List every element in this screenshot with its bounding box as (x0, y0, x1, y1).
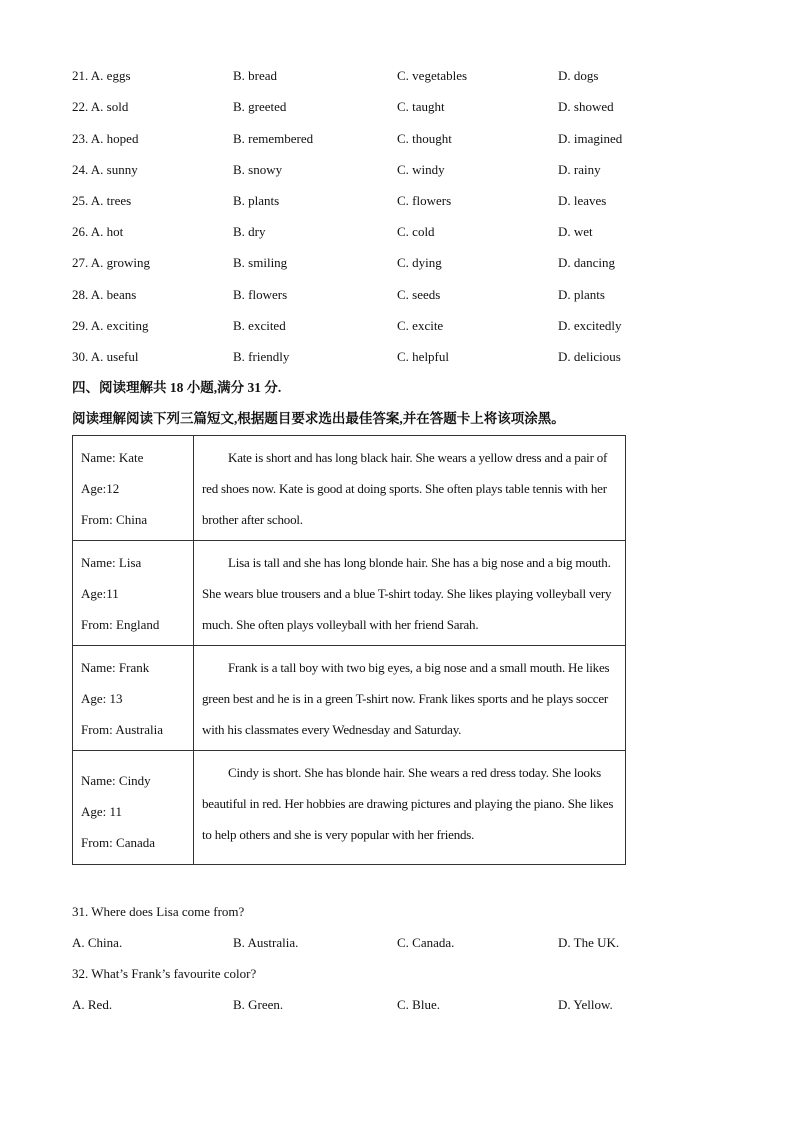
option-b: B. friendly (233, 349, 290, 364)
profile-description (194, 436, 626, 541)
option-a: 28. A. beans (72, 287, 137, 302)
profile-from: From: England (81, 617, 160, 632)
option-d: D. dancing (558, 255, 616, 270)
profile-from: From: Australia (81, 722, 163, 737)
option-row (72, 253, 712, 273)
section-instruction: 阅读理解阅读下列三篇短文,根据题目要求选出最佳答案,并在答题卡上将该项涂黑。 (72, 411, 565, 426)
option-a: 21. A. eggs (72, 68, 131, 83)
table-row (73, 541, 626, 646)
option-row (72, 933, 712, 953)
table-row (73, 436, 626, 541)
option-b: B. Australia. (233, 935, 299, 950)
option-row (72, 995, 712, 1015)
option-b: B. dry (233, 224, 266, 239)
option-a: 27. A. growing (72, 255, 150, 270)
option-d: D. excitedly (558, 318, 622, 333)
profile-age: Age:11 (81, 586, 119, 601)
option-c: C. windy (397, 162, 445, 177)
option-b: B. Green. (233, 997, 284, 1012)
profile-text: Frank is a tall boy with two big eyes, a big nose and a small mouth. He likes green best and he is in a green T-shirt now. Frank likes sports and he plays soccer with his classmates every Wednesday and Saturday. (202, 660, 610, 737)
option-d: D. wet (558, 224, 593, 239)
option-a: 22. A. sold (72, 99, 129, 114)
profile-name: Name: Kate (81, 450, 144, 465)
profile-name: Name: Lisa (81, 555, 142, 570)
profile-description (194, 646, 626, 751)
option-b: B. greeted (233, 99, 287, 114)
option-c: C. Blue. (397, 997, 440, 1012)
profile-text: Kate is short and has long black hair. She wears a yellow dress and a pair of red shoes now. Kate is good at doing sports. She often plays table tennis with her brother after school. (202, 450, 608, 527)
option-row (72, 129, 712, 149)
question-stem: 32. What’s Frank’s favourite color? (72, 966, 257, 981)
profile-info (73, 751, 194, 865)
option-d: D. delicious (558, 349, 621, 364)
option-c: C. vegetables (397, 68, 468, 83)
profile-from: From: Canada (81, 835, 156, 850)
profile-from: From: China (81, 512, 148, 527)
option-row (72, 316, 712, 336)
option-b: B. snowy (233, 162, 283, 177)
option-d: D. The UK. (558, 935, 620, 950)
option-d: D. plants (558, 287, 605, 302)
profile-age: Age:12 (81, 481, 120, 496)
profile-age: Age: 11 (81, 804, 123, 819)
option-b: B. smiling (233, 255, 288, 270)
profile-text: Cindy is short. She has blonde hair. She wears a red dress today. She looks beautiful in red. Her hobbies are drawing pictures and playing the piano. She likes to help others and she is very popular with her friends. (202, 765, 614, 842)
profile-info (73, 646, 194, 751)
option-row (72, 191, 712, 211)
option-d: D. rainy (558, 162, 601, 177)
option-a: A. Red. (72, 997, 113, 1012)
profile-description (194, 541, 626, 646)
table-row (73, 646, 626, 751)
option-c: C. Canada. (397, 935, 455, 950)
profiles-table (72, 435, 626, 865)
question-stem: 31. Where does Lisa come from? (72, 904, 245, 919)
option-b: B. excited (233, 318, 286, 333)
option-row (72, 285, 712, 305)
option-row (72, 97, 712, 117)
option-b: B. remembered (233, 131, 314, 146)
option-c: C. flowers (397, 193, 452, 208)
option-d: D. Yellow. (558, 997, 613, 1012)
option-c: C. cold (397, 224, 435, 239)
option-c: C. thought (397, 131, 452, 146)
option-a: 26. A. hot (72, 224, 124, 239)
option-a: 29. A. exciting (72, 318, 149, 333)
option-d: D. dogs (558, 68, 599, 83)
profile-description (194, 751, 626, 865)
option-a: 24. A. sunny (72, 162, 138, 177)
option-a: 23. A. hoped (72, 131, 139, 146)
profile-name: Name: Frank (81, 660, 150, 675)
profile-info (73, 541, 194, 646)
option-a: 25. A. trees (72, 193, 132, 208)
option-b: B. flowers (233, 287, 288, 302)
option-c: C. excite (397, 318, 444, 333)
option-c: C. seeds (397, 287, 441, 302)
profile-name: Name: Cindy (81, 773, 151, 788)
option-b: B. bread (233, 68, 278, 83)
option-c: C. helpful (397, 349, 449, 364)
option-d: D. leaves (558, 193, 607, 208)
option-row (72, 222, 712, 242)
section-title: 四、阅读理解共 18 小题,满分 31 分. (72, 380, 282, 395)
option-row (72, 66, 712, 86)
profile-text: Lisa is tall and she has long blonde hair. She has a big nose and a big mouth. She wears blue trousers and a blue T-shirt today. She likes playing volleyball very much. She often plays volleyball with her friend Sarah. (202, 555, 612, 632)
option-c: C. taught (397, 99, 445, 114)
table-row (73, 751, 626, 865)
option-d: D. imagined (558, 131, 623, 146)
option-a: 30. A. useful (72, 349, 139, 364)
option-b: B. plants (233, 193, 280, 208)
option-a: A. China. (72, 935, 123, 950)
profile-age: Age: 13 (81, 691, 123, 706)
profile-info (73, 436, 194, 541)
option-row (72, 160, 712, 180)
option-d: D. showed (558, 99, 614, 114)
option-row (72, 347, 712, 367)
option-c: C. dying (397, 255, 442, 270)
